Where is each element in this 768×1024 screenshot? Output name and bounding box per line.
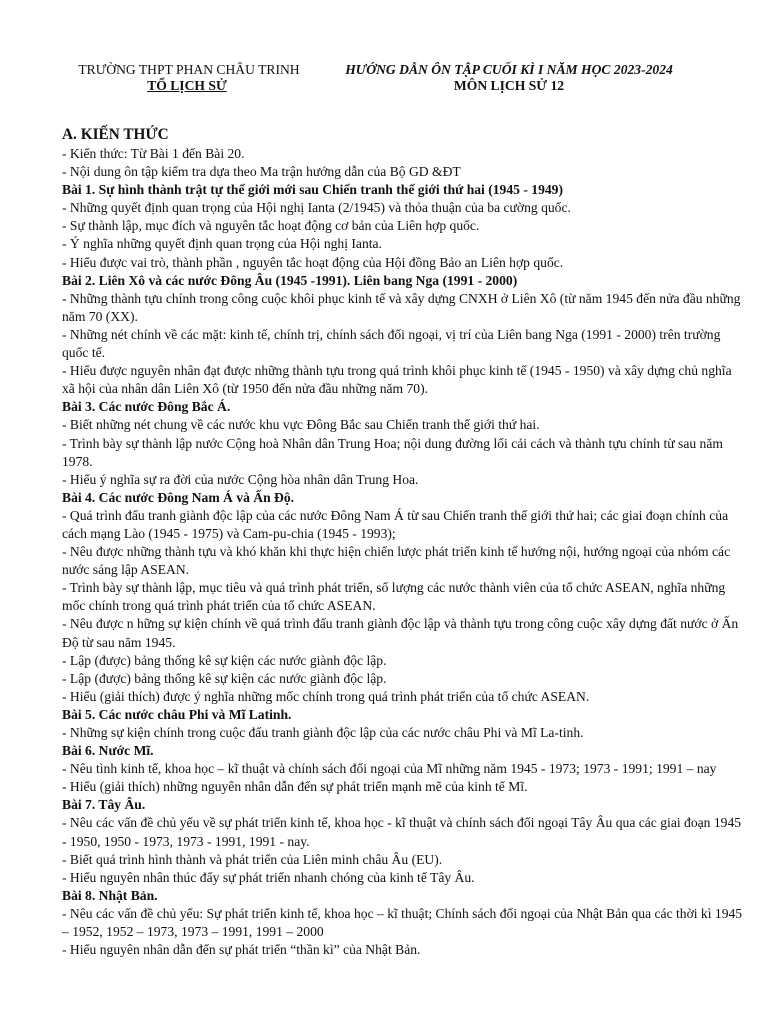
lesson-item: - Trình bày sự thành lập, mục tiêu và quá trình phát triển, số lượng các nước thành viên của tổ chức ASEAN, nghĩa những mốc chính trong quá trình phát triển của tổ chức ASEAN. — [62, 580, 726, 614]
lesson-7-title: Bài 7. Tây Âu. — [62, 797, 146, 813]
lesson-4-title: Bài 4. Các nước Đông Nam Á và Ấn Độ. — [62, 489, 295, 505]
lesson-3-title: Bài 3. Các nước Đông Bắc Á. — [62, 399, 231, 415]
lesson-1-title: Bài 1. Sự hình thành trật tự thế giới mới sau Chiến tranh thế giới thứ hai (1945 - 1949) — [62, 182, 563, 198]
intro-line: - Kiến thức: Từ Bài 1 đến Bài 20. — [62, 146, 245, 161]
lesson-item: - Quá trình đấu tranh giành độc lập của các nước Đông Nam Á từ sau Chiến tranh thế giới thứ hai; các giai đoạn chính của cách mạng Lào (1945 - 1975) và Cam-pu-chia (1945 - 1993); — [62, 507, 729, 541]
lesson-item: - Lập (được) bảng thống kê sự kiện các nước giành độc lập. — [62, 652, 387, 668]
lesson-item: - Hiểu nguyên nhân dẫn đến sự phát triển “thần kì” của Nhật Bản. — [62, 942, 421, 958]
lesson-item: - Hiểu ý nghĩa sự ra đời của nước Cộng hòa nhân dân Trung Hoa. — [62, 471, 419, 487]
lesson-8-title: Bài 8. Nhật Bản. — [62, 887, 158, 903]
subject-title: MÔN LỊCH SỬ 12 — [453, 77, 565, 93]
lesson-item: - Những sự kiện chính trong cuộc đấu tranh giành độc lập của các nước châu Phi và Mĩ La-tinh. — [62, 725, 584, 740]
lesson-item: - Ý nghĩa những quyết định quan trọng của Hội nghị Ianta. — [62, 236, 382, 252]
lesson-item: - Nêu tình kinh tế, khoa học – kĩ thuật và chính sách đối ngoại của Mĩ những năm 1945 - 1973; 1973 - 1991; 1991 – nay — [62, 761, 717, 777]
lesson-item: - Nêu các vấn đề chủ yếu: Sự phát triển kinh tế, khoa học – kĩ thuật; Chính sách đối ngoại của Nhật Bản qua các thời kì 1945 – 1952, 1952 – 1973, 1973 – 1991, 1991 – 2000 — [62, 905, 743, 940]
lesson-item: - Hiểu được nguyên nhân đạt được những thành tựu trong quá trình khôi phục kinh tế (1945 - 1950) và xây dựng chủ nghĩa xã hội của nhân dân Liên Xô (từ 1950 đến nửa đầu những năm 70). — [62, 363, 732, 397]
lesson-item: - Nêu được những thành tựu và khó khăn khi thực hiện chiến lược phát triển kinh tế hướng nội, hướng ngoại của nhóm các nước sáng lập ASEAN. — [62, 544, 731, 578]
document-title: HƯỚNG DẪN ÔN TẬP CUỐI KÌ I NĂM HỌC 2023-2024 — [345, 62, 673, 77]
header-right — [318, 62, 700, 93]
lesson-item: - Hiểu (giải thích) những nguyên nhân dẫn đến sự phát triển mạnh mẽ của kinh tế Mĩ. — [62, 779, 528, 795]
lesson-5-title: Bài 5. Các nước châu Phi và Mĩ Latinh. — [62, 706, 292, 722]
lesson-item: - Những nét chính về các mặt: kinh tế, chính trị, chính sách đối ngoại, vị trí của Liên bang Nga (1991 - 2000) trên trường quốc tế. — [62, 326, 721, 361]
intro-line: - Nội dung ôn tập kiểm tra dựa theo Ma trận hướng dẫn của Bộ GD &ĐT — [62, 164, 461, 180]
lesson-item: - Hiểu được vai trò, thành phần , nguyên tắc hoạt động của Hội đồng Bảo an Liên hợp quốc. — [62, 254, 564, 270]
header-left — [70, 62, 308, 93]
lesson-item: - Hiểu nguyên nhân thúc đẩy sự phát triển nhanh chóng của kinh tế Tây Âu. — [62, 869, 475, 885]
lesson-item: - Trình bày sự thành lập nước Cộng hoà Nhân dân Trung Hoa; nội dung đường lối cải cách và thành tựu chính từ sau năm 1978. — [62, 435, 723, 469]
lesson-item: - Sự thành lập, mục đích và nguyên tắc hoạt động cơ bản của Liên hợp quốc. — [62, 218, 480, 234]
lesson-6-title: Bài 6. Nước Mĩ. — [62, 743, 154, 759]
lesson-item: - Những thành tựu chính trong công cuộc khôi phục kinh tế và xây dựng CNXH ở Liên Xô (từ năm 1945 đến nửa đầu những năm 70 (XX). — [62, 290, 741, 324]
lesson-item: - Nêu các vấn đề chủ yếu về sự phát triển kinh tế, khoa học - kĩ thuật và chính sách đối ngoại Tây Âu qua các giai đoạn 1945 - 1950, 1950 - 1973, 1973 - 1991, 1991 - nay. — [62, 815, 742, 849]
department-name: TỔ LỊCH SỬ — [147, 77, 227, 93]
lesson-item: - Biết những nét chung về các nước khu vực Đông Bắc sau Chiến tranh thế giới thứ hai. — [62, 417, 540, 433]
lesson-item: - Biết quá trình hình thành và phát triển của Liên minh châu Âu (EU). — [62, 851, 443, 867]
section-title: A. KIẾN THỨC — [62, 126, 169, 143]
lesson-2-title: Bài 2. Liên Xô và các nước Đông Âu (1945 -1991). Liên bang Nga (1991 - 2000) — [62, 272, 518, 288]
lesson-item: - Lập (được) bảng thống kê sự kiện các nước giành độc lập. — [62, 670, 387, 686]
school-name: TRƯỜNG THPT PHAN CHÂU TRINH — [78, 62, 300, 77]
lesson-item: - Những quyết định quan trọng của Hội nghị Ianta (2/1945) và thỏa thuận của ba cường quốc. — [62, 200, 571, 216]
lesson-item: - Nêu được n hững sự kiện chính về quá trình đấu tranh giành độc lập và thành tựu trong công cuộc xây dựng đất nước ở Ấn Độ từ sau năm 1945. — [62, 616, 739, 650]
document-body — [62, 125, 744, 959]
lesson-item: - Hiểu (giải thích) được ý nghĩa những mốc chính trong quá trình phát triển của tổ chức ASEAN. — [62, 688, 590, 704]
